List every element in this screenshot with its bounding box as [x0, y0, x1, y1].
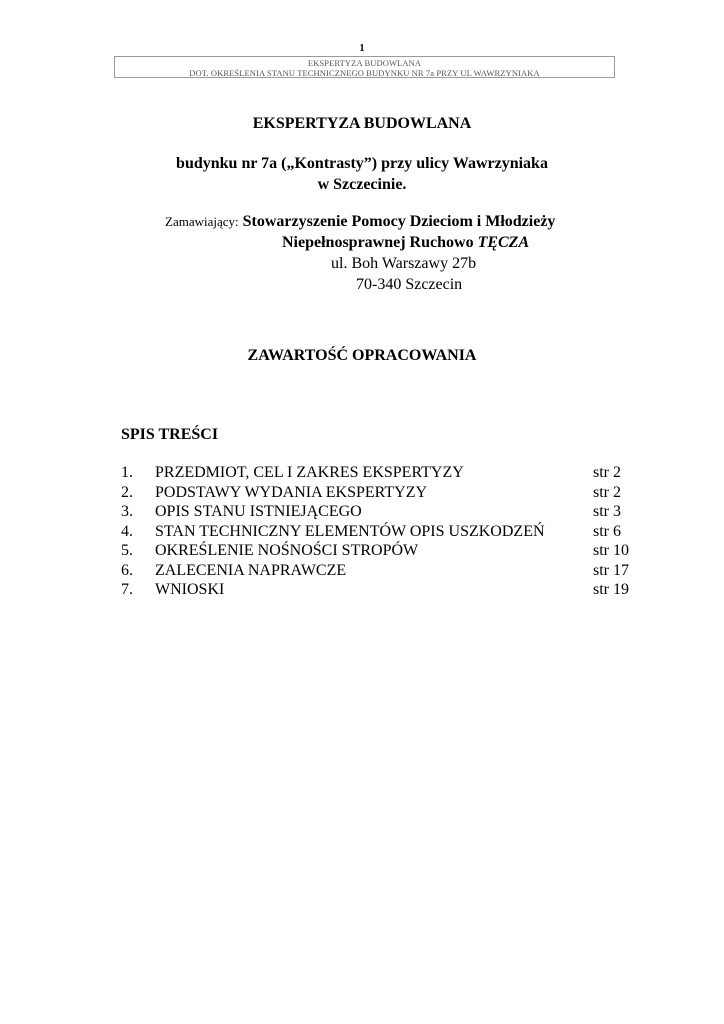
toc-item-page: str 17 [593, 561, 629, 579]
toc-item-number: 7. [121, 581, 133, 598]
toc-item-page: str 19 [593, 581, 629, 598]
toc-item-title: PODSTAWY WYDANIA EKSPERTYZY [155, 483, 428, 501]
running-header [114, 56, 615, 78]
subtitle-line-2: w Szczecinie. [317, 176, 407, 193]
toc-item [121, 483, 641, 503]
toc-item [121, 502, 641, 522]
client-name-line-2 [282, 232, 529, 253]
toc-item-number: 4. [121, 522, 133, 540]
toc-item-number: 2. [121, 483, 133, 501]
toc-item-number: 6. [121, 561, 133, 579]
toc-item-title: OKREŚLENIE NOŚNOŚCI STROPÓW [155, 542, 419, 559]
toc-item-page: str 3 [593, 503, 621, 520]
toc-item-title: STAN TECHNICZNY ELEMENTÓW OPIS USZKODZEŃ [155, 522, 545, 540]
client-block [165, 211, 645, 293]
client-address-line-1: ul. Boh Warszawy 27b [331, 255, 477, 272]
toc-item-title: WNIOSKI [155, 581, 225, 598]
toc-item [121, 522, 641, 542]
page-number: 1 [359, 43, 365, 54]
toc-item [121, 580, 641, 600]
toc-heading: SPIS TREŚCI [121, 426, 219, 443]
toc-item-page: str 6 [593, 522, 621, 540]
client-name-line-2-text: Niepełnosprawnej Ruchowo [282, 234, 474, 251]
document-subtitle [0, 153, 724, 195]
subtitle-line-1: budynku nr 7a („Kontrasty”) przy ulicy Wawrzyniaka [176, 155, 548, 172]
header-line-1: EKSPERTYZA BUDOWLANA [307, 58, 422, 68]
toc-item-number: 3. [121, 503, 133, 520]
client-label: Zamawiający: [165, 214, 239, 229]
toc-item [121, 463, 641, 483]
client-name-line-1: Stowarzyszenie Pomocy Dzieciom i Młodzieży [242, 213, 556, 230]
client-name-italic: TĘCZA [477, 234, 530, 251]
toc-item-number: 1. [121, 464, 133, 481]
toc-item-page: str 2 [593, 464, 621, 481]
toc-item-page: str 2 [593, 483, 621, 501]
toc-item-title: ZALECENIA NAPRAWCZE [155, 561, 347, 579]
contents-heading: ZAWARTOŚĆ OPRACOWANIA [247, 347, 477, 364]
client-address-line-2: 70-340 Szczecin [356, 276, 463, 293]
document-title: EKSPERTYZA BUDOWLANA [252, 115, 472, 132]
toc-item-title: OPIS STANU ISTNIEJĄCEGO [155, 503, 362, 520]
toc-item-title: PRZEDMIOT, CEL I ZAKRES EKSPERTYZY [155, 464, 464, 481]
table-of-contents [121, 463, 641, 600]
header-line-2: DOT. OKREŚLENIA STANU TECHNICZNEGO BUDYNKU NR 7a PRZY UL WAWRZYNIAKA [189, 68, 540, 78]
toc-item-number: 5. [121, 542, 133, 559]
toc-item [121, 561, 641, 581]
toc-item-page: str 10 [593, 542, 629, 559]
toc-item [121, 541, 641, 561]
